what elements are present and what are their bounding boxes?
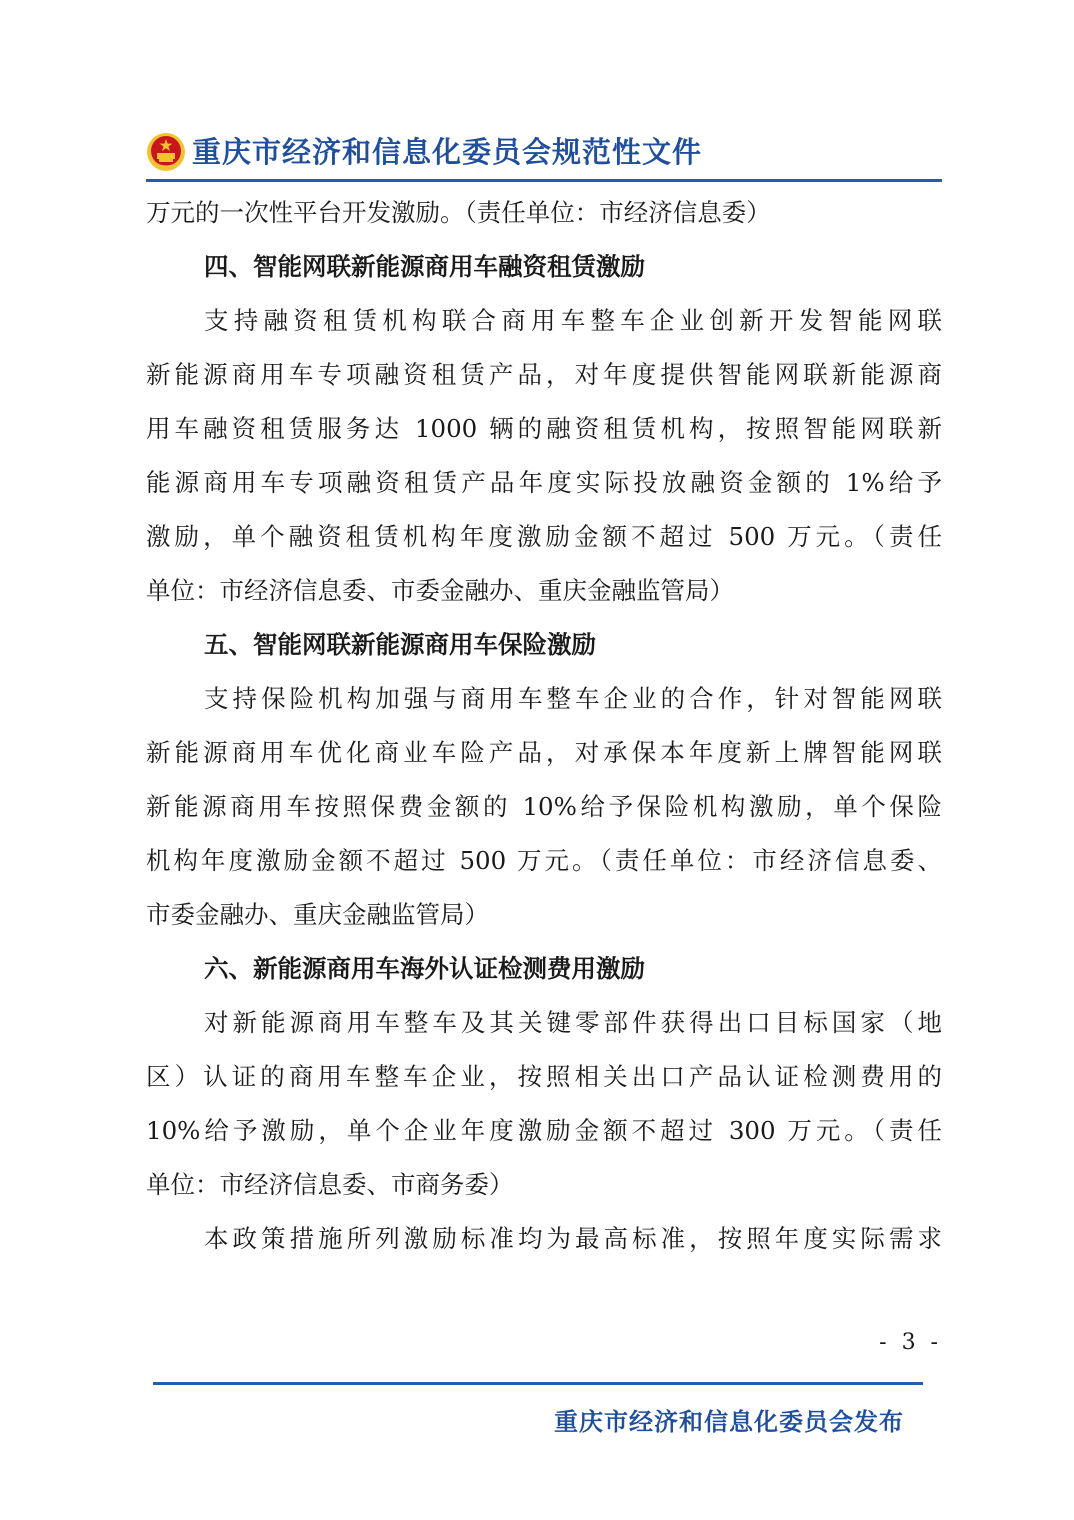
paragraph-line: 对新能源商用车整车及其关键零部件获得出口目标国家（地 [204,1008,942,1037]
footer-divider [153,1382,923,1385]
paragraph-line: 能源商用车专项融资租赁产品年度实际投放融资金额的 1%给予 [146,468,942,497]
national-emblem-icon [146,132,186,172]
paragraph-line: 本政策措施所列激励标准均为最高标准，按照年度实际需求 [204,1224,942,1253]
paragraph-line: 万元的一次性平台开发激励。（责任单位：市经济信息委） [146,198,771,227]
paragraph-line: 单位：市经济信息委、市委金融办、重庆金融监管局） [146,576,734,605]
paragraph-line: 用车融资租赁服务达 1000 辆的融资租赁机构，按照智能网联新 [146,414,942,443]
paragraph-line: 市委金融办、重庆金融监管局） [146,900,489,929]
paragraph-line: 激励，单个融资租赁机构年度激励金额不超过 500 万元。（责任 [146,522,942,551]
section-heading: 四、智能网联新能源商用车融资租赁激励 [204,252,645,281]
document-body [146,186,942,1266]
section-heading: 六、新能源商用车海外认证检测费用激励 [204,954,645,983]
paragraph-line: 新能源商用车优化商业车险产品，对承保本年度新上牌智能网联 [146,738,942,767]
header-divider [146,179,942,182]
page-number: - 3 - [879,1330,942,1355]
paragraph-line: 单位：市经济信息委、市商务委） [146,1170,514,1199]
header-title: 重庆市经济和信息化委员会规范性文件 [192,135,703,169]
paragraph-line: 支持融资租赁机构联合商用车整车企业创新开发智能网联 [204,306,942,335]
paragraph-line: 新能源商用车专项融资租赁产品，对年度提供智能网联新能源商 [146,360,942,389]
paragraph-line: 区）认证的商用车整车企业，按照相关出口产品认证检测费用的 [146,1062,942,1091]
section-heading: 五、智能网联新能源商用车保险激励 [204,630,596,659]
paragraph-line: 支持保险机构加强与商用车整车企业的合作，针对智能网联 [204,684,942,713]
paragraph-line: 新能源商用车按照保费金额的 10%给予保险机构激励，单个保险 [146,792,942,821]
paragraph-line: 10%给予激励，单个企业年度激励金额不超过 300 万元。（责任 [146,1116,942,1145]
paragraph-line: 机构年度激励金额不超过 500 万元。（责任单位：市经济信息委、 [146,846,942,875]
footer-publisher: 重庆市经济和信息化委员会发布 [554,1408,904,1436]
document-header [146,128,942,182]
